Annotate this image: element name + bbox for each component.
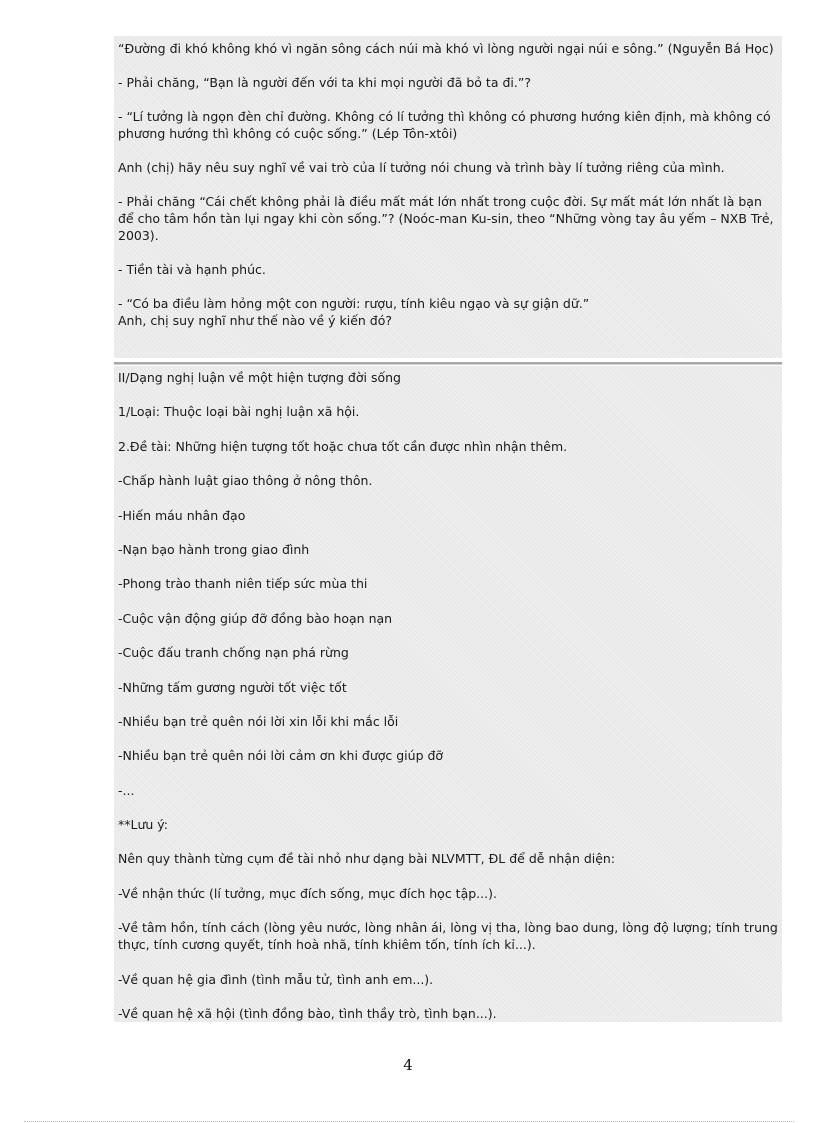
three-things-quote: - “Có ba điều làm hỏng một con người: rượu, tính kiêu ngạo và sự giận dữ.” — [118, 296, 590, 311]
topic-item: -Nhiều bạn trẻ quên nói lời cảm ơn khi được giúp đỡ — [118, 748, 444, 764]
cluster-item: -Về quan hệ xã hội (tình đồng bào, tình thầy trò, tình bạn...). — [118, 1006, 497, 1022]
topic-item: -Nhiều bạn trẻ quên nói lời xin lỗi khi mắc lỗi — [118, 713, 399, 729]
cluster-item: -Về nhận thức (lí tưởng, mục đích sống, mục đích học tập...). — [118, 885, 497, 901]
note-intro: Nên quy thành từng cụm đề tài nhỏ như dạng bài NLVMTT, ĐL để dễ nhận diện: — [118, 851, 616, 867]
bottom-text-block — [114, 366, 782, 1022]
cluster-item: -Về tâm hồn, tính cách (lòng yêu nước, lòng nhân ái, lòng vị tha, lòng bao dung, lòng độ lượng; tính trung thực, tính cương quyết, tính hoà nhã, tính khiêm tốn, tính ích kỉ...). — [118, 920, 778, 953]
footer-dotted-line — [24, 1121, 794, 1122]
topic-item: -Nạn bạo hành trong giao đình — [118, 541, 310, 557]
topic-item: -Cuộc vận động giúp đỡ đồng bào hoạn nạn — [118, 610, 393, 626]
friendship-question: - Phải chăng, “Bạn là người đến với ta khi mọi người đã bỏ ta đi.”? — [118, 75, 531, 90]
wealth-happiness-paragraph: - Tiền tài và hạnh phúc. — [118, 262, 266, 277]
topic-item: -... — [118, 782, 135, 798]
topic-item: -Chấp hành luật giao thông ở nông thôn. — [118, 473, 373, 489]
type-line: 1/Loại: Thuộc loại bài nghị luận xã hội. — [118, 404, 360, 420]
section-divider — [114, 362, 782, 365]
death-quote-paragraph: - Phải chăng “Cái chết không phải là điều mất mát lớn nhất trong cuộc đời. Sự mất mát lớn nhất là bạn để cho tâm hồn tàn lụi ngay khi còn sống.”? (Noóc-man Ku-sin, theo “Những vòng tay âu yếm – NXB Trẻ, 2003). — [118, 194, 774, 243]
cluster-item: -Về quan hệ gia đình (tình mẫu tử, tình anh em...). — [118, 971, 434, 987]
topic-item: -Những tấm gương người tốt việc tốt — [118, 679, 347, 695]
section-heading: II/Dạng nghị luận về một hiện tượng đời sống — [118, 370, 401, 385]
ideal-quote-paragraph: - “Lí tưởng là ngọn đèn chỉ đường. Không có lí tưởng thì không có phương hướng kiên định, mà không có phương hướng thì không có cuộc sống.” (Lép Tôn-xtôi) — [118, 109, 771, 141]
three-things-paragraph — [118, 295, 778, 329]
topic-item: -Phong trào thanh niên tiếp sức mùa thi — [118, 576, 368, 592]
topic-line: 2.Đề tài: Những hiện tượng tốt hoặc chưa tốt cần được nhìn nhận thêm. — [118, 438, 568, 454]
topic-item: -Cuộc đấu tranh chống nạn phá rừng — [118, 645, 349, 661]
topic-item: -Hiến máu nhân đạo — [118, 507, 246, 523]
three-things-question: Anh, chị suy nghĩ như thế nào về ý kiến đó? — [118, 313, 392, 328]
page-number: 4 — [403, 1056, 413, 1074]
ideal-task-paragraph: Anh (chị) hãy nêu suy nghĩ về vai trò của lí tưởng nói chung và trình bày lí tưởng riêng của mình. — [118, 160, 725, 175]
quote-paragraph: “Đường đi khó không khó vì ngăn sông cách núi mà khó vì lòng người ngại núi e sông.” (Nguyễn Bá Học) — [118, 41, 774, 56]
top-text-block — [114, 36, 782, 358]
note-label: **Lưu ý: — [118, 817, 168, 833]
